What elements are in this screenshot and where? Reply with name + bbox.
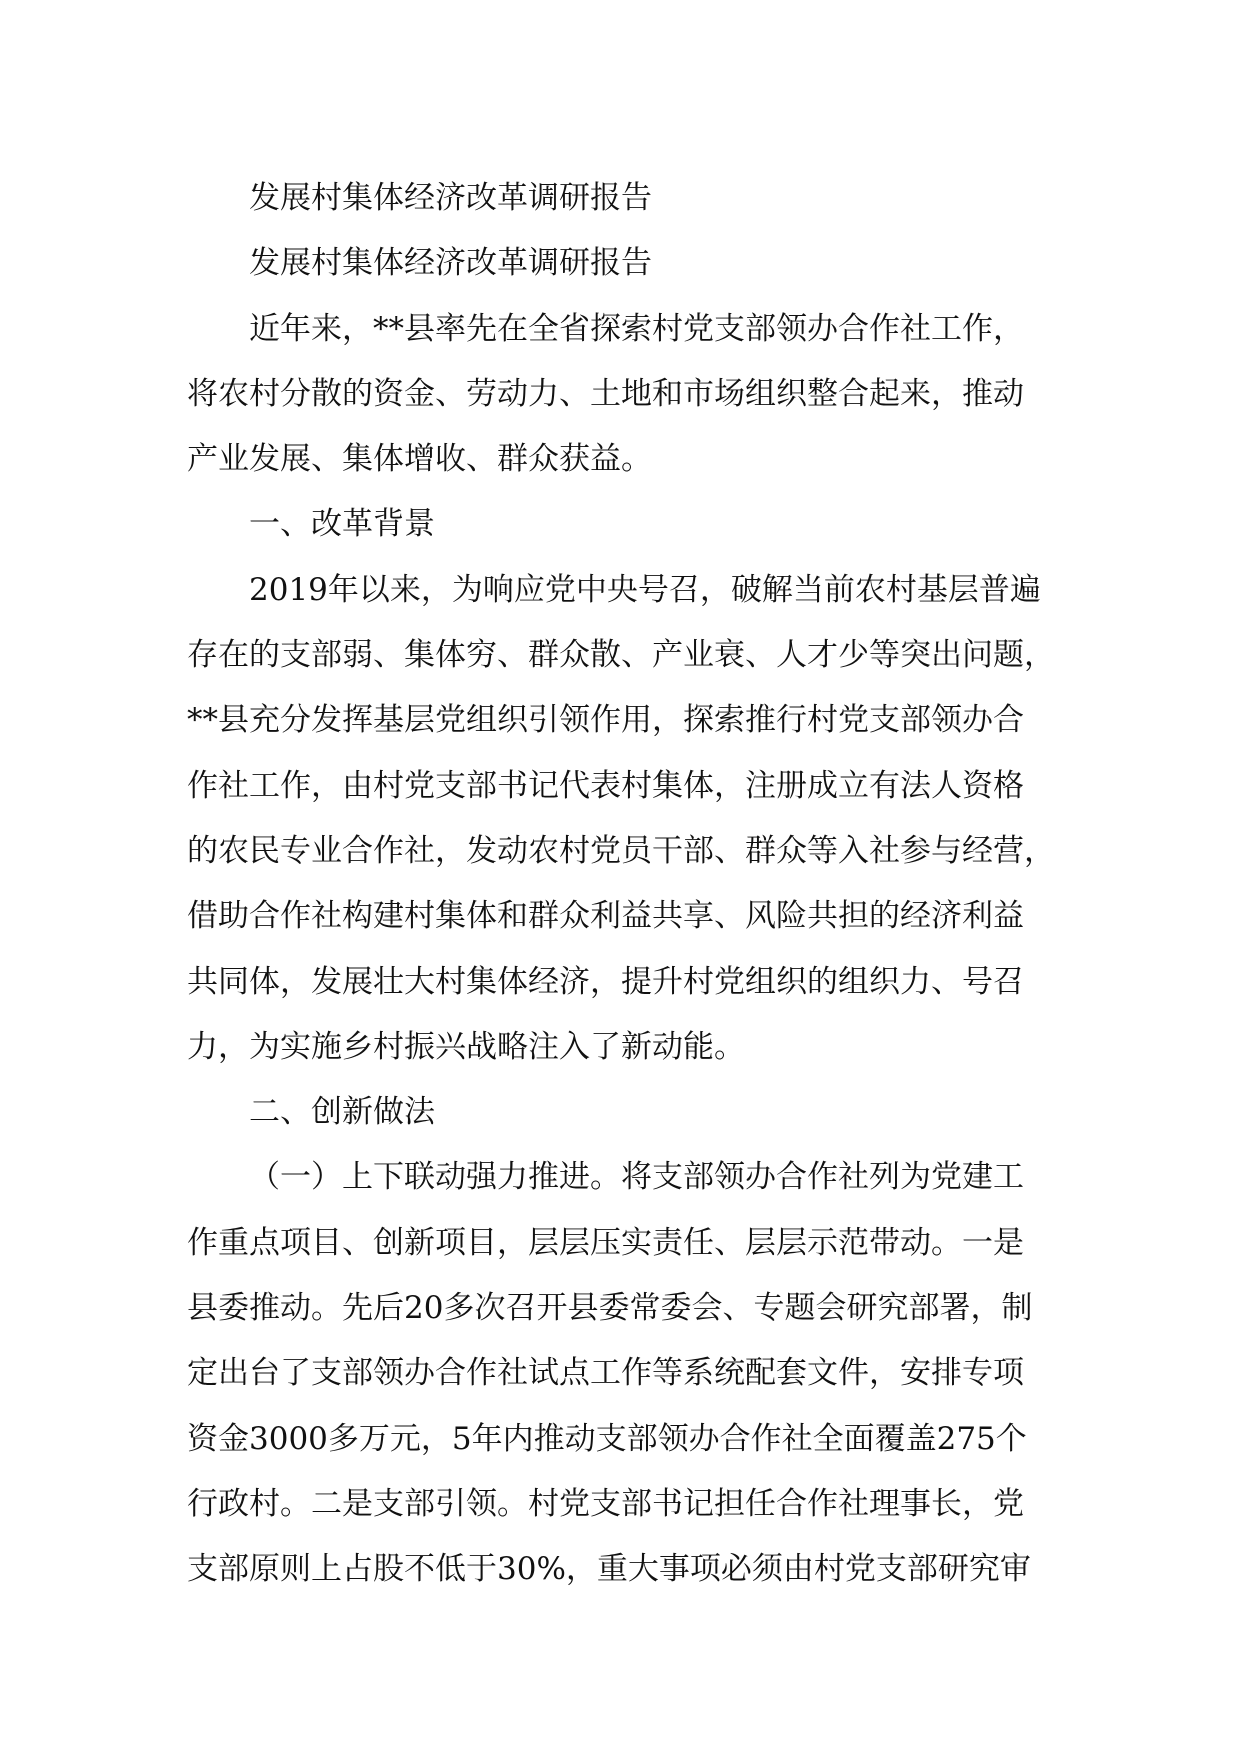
paragraph-line: 作社工作，由村党支部书记代表村集体，注册成立有法人资格 [187,767,1024,804]
paragraph-line: 存在的支部弱、集体穷、群众散、产业衰、人才少等突出问题， [187,637,1055,674]
paragraph-line: 行政村。二是支部引领。村党支部书记担任合作社理事长，党 [187,1485,1024,1522]
section-heading: 二、创新做法 [249,1094,435,1131]
paragraph-line: 2019年以来，为响应党中央号召，破解当前农村基层普遍 [249,571,1041,608]
section-heading: 一、改革背景 [249,506,435,543]
document-title: 发展村集体经济改革调研报告 [249,180,652,216]
paragraph-line: 将农村分散的资金、劳动力、土地和市场组织整合起来，推动 [187,375,1024,412]
paragraph-line: 定出台了支部领办合作社试点工作等系统配套文件，安排专项 [187,1355,1024,1392]
document-body [187,166,1055,1603]
paragraph-line: 共同体，发展壮大村集体经济，提升村党组织的组织力、号召 [187,963,1024,1000]
paragraph-line: 资金3000多万元，5年内推动支部领办合作社全面覆盖275个 [187,1420,1027,1457]
paragraph-line: 作重点项目、创新项目，层层压实责任、层层示范带动。一是 [187,1224,1024,1261]
paragraph-line: 县委推动。先后20多次召开县委常委会、专题会研究部署，制 [187,1290,1033,1327]
paragraph-line: **县充分发挥基层党组织引领作用，探索推行村党支部领办合 [187,702,1024,739]
paragraph-line: 力，为实施乡村振兴战略注入了新动能。 [187,1028,745,1065]
paragraph-line: 支部原则上占股不低于30%，重大事项必须由村党支部研究审 [187,1551,1031,1588]
paragraph-line: 近年来，**县率先在全省探索村党支部领办合作社工作， [249,310,1024,347]
paragraph-line: 借助合作社构建村集体和群众利益共享、风险共担的经济利益 [187,898,1024,935]
paragraph-line: （一）上下联动强力推进。将支部领办合作社列为党建工 [249,1159,1024,1196]
paragraph-line: 产业发展、集体增收、群众获益。 [187,441,652,478]
document-subtitle: 发展村集体经济改革调研报告 [249,245,652,282]
paragraph-line: 的农民专业合作社，发动农村党员干部、群众等入社参与经营， [187,832,1055,869]
